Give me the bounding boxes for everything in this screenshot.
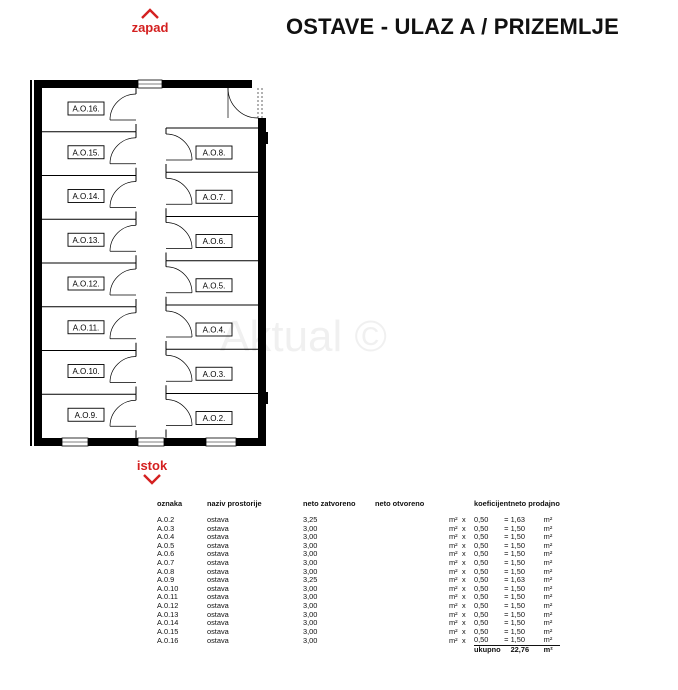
cell-unit: m²	[543, 618, 553, 628]
door-swing-right	[166, 267, 192, 293]
cell-neto-otvoreno	[375, 619, 449, 628]
cell-neto-otvoreno	[375, 602, 449, 611]
cell-equals: =	[504, 609, 509, 619]
unit-label-left	[68, 102, 104, 115]
cell-naziv: ostava	[207, 575, 229, 585]
unit-label-text: A.O.11.	[72, 323, 100, 333]
cell-koeficijent: 0,50	[474, 532, 489, 542]
cell-equals: =	[504, 626, 509, 636]
compass-west-label: zapad	[131, 20, 169, 35]
cell-times: x	[462, 583, 466, 593]
cell-oznaka: A.0.3	[157, 523, 175, 533]
total-label: ukupno	[474, 645, 511, 654]
header-naziv: naziv prostorije	[207, 499, 262, 508]
door-swing-right	[166, 400, 192, 426]
cell-times: x	[462, 575, 466, 585]
unit-label-text: A.O.2.	[202, 414, 226, 423]
unit-label-right	[196, 146, 232, 159]
cell-neto-zatvoreno: 3,25	[303, 575, 318, 585]
unit-label-text: A.O.14.	[72, 192, 100, 201]
total-value: 22,76	[511, 645, 544, 654]
unit-label-text: A.O.16.	[72, 104, 100, 114]
cell-neto-prodajno: 1,50	[510, 600, 525, 610]
cell-naziv: ostava	[207, 515, 229, 524]
door-swing-entry	[228, 88, 258, 118]
door-swing-right	[166, 223, 192, 249]
cell-neto-otvoreno	[375, 593, 449, 602]
door-swing-left	[110, 138, 136, 164]
cell-neto-prodajno: 1,63	[510, 575, 525, 585]
cell-neto-otvoreno	[375, 550, 449, 559]
unit-label-text: A.O.13.	[72, 235, 100, 245]
cell-naziv: ostava	[207, 635, 229, 645]
cell-times: x	[462, 592, 466, 602]
cell-neto-otvoreno	[375, 576, 449, 585]
total-unit: m²	[544, 645, 560, 654]
cell-oznaka: A.0.12	[157, 600, 179, 610]
cell-oznaka: A.0.4	[157, 532, 175, 542]
door-swing-left	[110, 357, 136, 383]
cell-neto-otvoreno	[375, 585, 449, 594]
cell-oznaka: A.0.13	[157, 609, 179, 619]
door-swing-left	[110, 400, 136, 426]
cell-neto-zatvoreno: 3,00	[303, 600, 318, 610]
watermark: Aktual ©	[220, 312, 387, 361]
header-neto-prodajno: neto prodajno	[510, 499, 560, 508]
unit-label-left	[68, 233, 104, 246]
cell-neto-otvoreno	[375, 628, 449, 637]
area-table	[157, 500, 560, 655]
cell-neto-otvoreno	[375, 636, 449, 645]
door-swings	[110, 88, 258, 426]
cell-neto-prodajno: 1,50	[510, 532, 525, 542]
unit-label-left	[68, 190, 104, 203]
unit-label-left	[68, 321, 104, 334]
unit-label-right	[196, 190, 232, 203]
cell-neto-prodajno: 1,50	[510, 557, 525, 567]
cell-koeficijent: 0,50	[474, 523, 489, 533]
cell-neto-zatvoreno: 3,00	[303, 618, 318, 628]
cell-unit: m²	[543, 609, 553, 619]
cell-koeficijent: 0,50	[474, 566, 489, 576]
cell-neto-zatvoreno: 3,00	[303, 635, 318, 645]
cell-neto-zatvoreno: 3,00	[303, 549, 318, 559]
cell-unit: m²	[543, 532, 553, 542]
right-unit-labels	[196, 146, 232, 425]
cell-neto-otvoreno	[375, 611, 449, 620]
cell-unit: m²	[449, 557, 458, 567]
unit-label-text: A.O.4.	[202, 325, 226, 335]
header-oznaka: oznaka	[157, 499, 183, 508]
cell-equals: =	[504, 515, 509, 524]
left-unit-labels	[68, 102, 104, 421]
cell-unit: m²	[543, 583, 553, 593]
unit-label-text: A.O.5.	[202, 281, 226, 291]
cell-neto-prodajno: 1,50	[510, 566, 525, 576]
door-swing-right	[166, 355, 192, 381]
cell-unit: m²	[543, 592, 553, 602]
cell-unit: m²	[543, 515, 553, 524]
door-swing-left	[110, 94, 136, 120]
cell-neto-otvoreno	[375, 525, 449, 534]
cell-equals: =	[504, 523, 509, 533]
cell-equals: =	[504, 557, 509, 567]
cell-koeficijent: 0,50	[474, 609, 489, 619]
cell-equals: =	[504, 592, 509, 602]
cell-oznaka: A.0.6	[157, 549, 175, 559]
door-swing-right	[166, 178, 192, 204]
cell-times: x	[462, 626, 466, 636]
cell-unit: m²	[543, 635, 553, 645]
cell-koeficijent: 0,50	[474, 575, 489, 585]
cell-naziv: ostava	[207, 600, 229, 610]
wall-east-pier	[264, 392, 268, 404]
cell-neto-otvoreno	[375, 542, 449, 551]
cell-times: x	[462, 532, 466, 542]
cell-naziv: ostava	[207, 549, 229, 559]
cell-neto-prodajno: 1,50	[510, 635, 525, 645]
cell-neto-otvoreno	[375, 568, 449, 577]
cell-neto-prodajno: 1,50	[510, 592, 525, 602]
cell-times: x	[462, 540, 466, 550]
cell-times: x	[462, 635, 466, 645]
cell-oznaka: A.0.14	[157, 618, 179, 628]
unit-label-left	[68, 365, 104, 378]
cell-unit: m²	[543, 575, 553, 585]
cell-unit: m²	[449, 549, 458, 559]
unit-label-text: A.O.6.	[202, 237, 226, 246]
unit-label-right	[196, 412, 232, 425]
cell-unit: m²	[543, 566, 553, 576]
cell-koeficijent: 0,50	[474, 626, 489, 636]
cell-neto-zatvoreno: 3,00	[303, 566, 318, 576]
cell-naziv: ostava	[207, 618, 229, 628]
cell-times: x	[462, 549, 466, 559]
cell-oznaka: A.0.8	[157, 566, 175, 576]
cell-unit: m²	[543, 600, 553, 610]
cell-unit: m²	[449, 532, 458, 542]
cell-koeficijent: 0,50	[474, 600, 489, 610]
door-swing-left	[110, 225, 136, 251]
header-koeficijent: koeficijent	[474, 499, 511, 508]
cell-neto-zatvoreno: 3,00	[303, 592, 318, 602]
cell-neto-prodajno: 1,63	[510, 515, 525, 524]
cell-oznaka: A.0.16	[157, 635, 179, 645]
cell-unit: m²	[543, 523, 553, 533]
cell-koeficijent: 0,50	[474, 549, 489, 559]
total-row	[157, 645, 560, 654]
cell-unit: m²	[543, 540, 553, 550]
cell-oznaka: A.0.9	[157, 575, 175, 585]
cell-neto-zatvoreno: 3,25	[303, 515, 318, 524]
unit-label-right	[196, 367, 232, 380]
cell-naziv: ostava	[207, 540, 229, 550]
cell-naziv: ostava	[207, 523, 229, 533]
cell-neto-otvoreno	[375, 533, 449, 542]
unit-label-text: A.O.3.	[202, 369, 226, 379]
cell-neto-prodajno: 1,50	[510, 523, 525, 533]
unit-label-text: A.O.10.	[72, 367, 100, 376]
cell-equals: =	[504, 600, 509, 610]
header-neto-otvoreno: neto otvoreno	[375, 499, 425, 508]
cell-naziv: ostava	[207, 532, 229, 542]
cell-neto-zatvoreno: 3,00	[303, 532, 318, 542]
cell-koeficijent: 0,50	[474, 557, 489, 567]
cell-unit: m²	[449, 575, 458, 585]
cell-unit: m²	[449, 635, 458, 645]
cell-neto-prodajno: 1,50	[510, 618, 525, 628]
cell-unit: m²	[449, 515, 458, 524]
cell-naziv: ostava	[207, 609, 229, 619]
cell-neto-zatvoreno: 3,00	[303, 609, 318, 619]
cell-unit: m²	[449, 540, 458, 550]
header-neto-zatvoreno: neto zatvoreno	[303, 499, 356, 508]
cell-neto-otvoreno	[375, 516, 449, 525]
cell-koeficijent: 0,50	[474, 592, 489, 602]
cell-equals: =	[504, 566, 509, 576]
cell-times: x	[462, 557, 466, 567]
unit-label-left	[68, 146, 104, 159]
cell-equals: =	[504, 635, 509, 645]
cell-times: x	[462, 523, 466, 533]
cell-neto-prodajno: 1,50	[510, 540, 525, 550]
cell-naziv: ostava	[207, 583, 229, 593]
unit-label-text: A.O.9.	[74, 410, 98, 420]
door-swing-right	[166, 311, 192, 337]
cell-unit: m²	[449, 592, 458, 602]
wall-west	[34, 80, 42, 446]
unit-label-right	[196, 235, 232, 248]
cell-equals: =	[504, 549, 509, 559]
cell-neto-zatvoreno: 3,00	[303, 557, 318, 567]
cell-koeficijent: 0,50	[474, 515, 489, 524]
cell-unit: m²	[449, 600, 458, 610]
door-swing-left	[110, 182, 136, 208]
cell-neto-prodajno: 1,50	[510, 549, 525, 559]
cell-equals: =	[504, 583, 509, 593]
cell-neto-zatvoreno: 3,00	[303, 583, 318, 593]
cell-unit: m²	[449, 566, 458, 576]
cell-neto-zatvoreno: 3,00	[303, 626, 318, 636]
cell-neto-prodajno: 1,50	[510, 583, 525, 593]
cell-times: x	[462, 515, 466, 524]
unit-label-text: A.O.8.	[202, 148, 226, 158]
cell-neto-zatvoreno: 3,00	[303, 540, 318, 550]
cell-oznaka: A.0.5	[157, 540, 175, 550]
unit-label-left	[68, 277, 104, 290]
wall-west-outer	[30, 80, 32, 446]
cell-unit: m²	[449, 618, 458, 628]
cell-times: x	[462, 600, 466, 610]
cell-naziv: ostava	[207, 557, 229, 567]
table-header-row	[157, 500, 560, 516]
cell-times: x	[462, 609, 466, 619]
cell-oznaka: A.0.2	[157, 515, 175, 524]
door-swing-right	[166, 134, 192, 160]
cell-unit: m²	[543, 626, 553, 636]
door-swing-left	[110, 313, 136, 339]
cell-neto-prodajno: 1,50	[510, 626, 525, 636]
unit-label-left	[68, 408, 104, 421]
door-swing-left	[110, 269, 136, 295]
page-title: OSTAVE - ULAZ A / PRIZEMLJE	[286, 14, 619, 39]
cell-naziv: ostava	[207, 566, 229, 576]
cell-neto-prodajno: 1,50	[510, 609, 525, 619]
cell-oznaka: A.0.7	[157, 557, 175, 567]
unit-label-text: A.O.12.	[72, 279, 100, 289]
cell-times: x	[462, 566, 466, 576]
cell-unit: m²	[543, 549, 553, 559]
cell-equals: =	[504, 540, 509, 550]
cell-koeficijent: 0,50	[474, 583, 489, 593]
compass-east-label: istok	[136, 458, 168, 473]
partition-walls	[42, 88, 258, 438]
cell-naziv: ostava	[207, 592, 229, 602]
cell-koeficijent: 0,50	[474, 635, 489, 645]
cell-oznaka: A.0.11	[157, 592, 178, 602]
cell-neto-zatvoreno: 3,00	[303, 523, 318, 533]
unit-label-text: A.O.7.	[202, 192, 226, 202]
cell-unit: m²	[449, 583, 458, 593]
cell-neto-otvoreno	[375, 559, 449, 568]
cell-unit: m²	[543, 557, 553, 567]
cell-unit: m²	[449, 626, 458, 636]
cell-oznaka: A.0.10	[157, 583, 179, 593]
unit-label-text: A.O.15.	[72, 148, 100, 158]
cell-oznaka: A.0.15	[157, 626, 179, 636]
cell-koeficijent: 0,50	[474, 618, 489, 628]
unit-label-right	[196, 279, 232, 292]
cell-unit: m²	[449, 523, 458, 533]
cell-times: x	[462, 618, 466, 628]
cell-equals: =	[504, 575, 509, 585]
cell-equals: =	[504, 618, 509, 628]
cell-equals: =	[504, 532, 509, 542]
wall-east-pier	[264, 132, 268, 144]
cell-naziv: ostava	[207, 626, 229, 636]
cell-unit: m²	[449, 609, 458, 619]
cell-koeficijent: 0,50	[474, 540, 489, 550]
